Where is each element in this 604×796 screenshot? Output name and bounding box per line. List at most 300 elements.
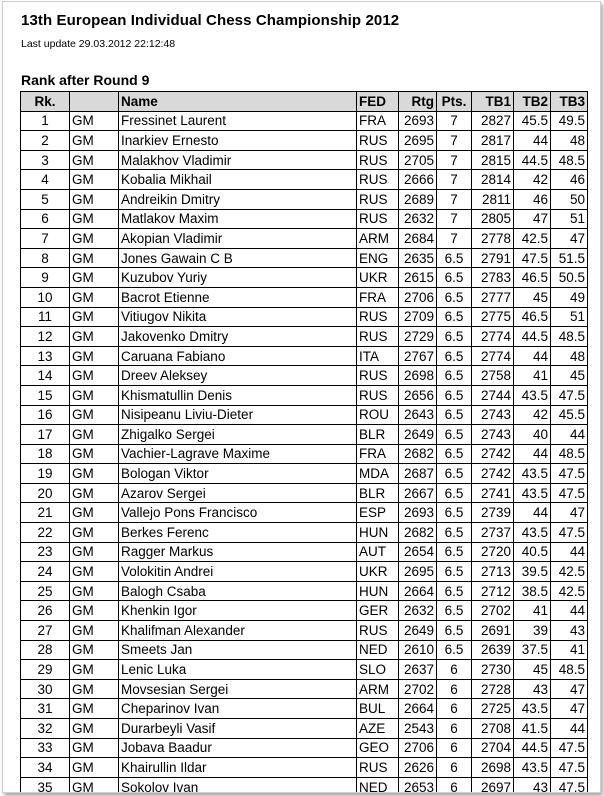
cell-rank: 11 [21,307,70,327]
cell-rating: 2635 [399,248,437,268]
table-row [21,327,588,347]
table-row [21,444,588,464]
cell-fed: ROU [357,405,399,425]
cell-fed: AZE [357,719,399,739]
cell-tb2: 44 [514,131,551,151]
cell-fed: UKR [357,562,399,582]
cell-points: 6 [437,777,472,793]
cell-points: 6.5 [437,581,472,601]
cell-points: 7 [437,111,472,131]
cell-points: 7 [437,209,472,229]
cell-rank: 7 [21,229,70,249]
cell-rank: 18 [21,444,70,464]
cell-rank: 17 [21,425,70,445]
header-rating: Rtg [399,92,437,112]
cell-rating: 2649 [399,621,437,641]
cell-tb3: 47.5 [551,483,588,503]
cell-tb1: 2778 [472,229,514,249]
cell-tb2: 38.5 [514,581,551,601]
table-row [21,523,588,543]
table-row [21,758,588,778]
cell-rank: 24 [21,562,70,582]
cell-points: 6.5 [437,405,472,425]
cell-points: 6.5 [437,542,472,562]
table-row [21,777,588,793]
table-row [21,229,588,249]
cell-rank: 22 [21,523,70,543]
cell-fed: RUS [357,366,399,386]
cell-tb2: 43 [514,679,551,699]
cell-tb1: 2817 [472,131,514,151]
cell-points: 6 [437,719,472,739]
table-row [21,679,588,699]
cell-fed: RUS [357,758,399,778]
cell-tb1: 2698 [472,758,514,778]
cell-title: GM [70,366,119,386]
cell-rating: 2682 [399,444,437,464]
cell-points: 7 [437,170,472,190]
cell-tb2: 40.5 [514,542,551,562]
cell-fed: RUS [357,327,399,347]
cell-tb3: 50 [551,189,588,209]
cell-title: GM [70,601,119,621]
cell-rating: 2664 [399,581,437,601]
cell-name: Smeets Jan [119,640,357,660]
cell-tb2: 41 [514,601,551,621]
cell-points: 6.5 [437,366,472,386]
cell-rank: 35 [21,777,70,793]
cell-tb3: 42.5 [551,562,588,582]
cell-points: 6.5 [437,444,472,464]
cell-tb1: 2712 [472,581,514,601]
cell-name: Dreev Aleksey [119,366,357,386]
cell-tb1: 2811 [472,189,514,209]
header-tb3: TB3 [551,92,588,112]
cell-tb1: 2815 [472,150,514,170]
cell-points: 6.5 [437,268,472,288]
cell-name: Zhigalko Sergei [119,425,357,445]
cell-fed: ARM [357,679,399,699]
table-row [21,660,588,680]
cell-name: Andreikin Dmitry [119,189,357,209]
cell-name: Durarbeyli Vasif [119,719,357,739]
cell-name: Khalifman Alexander [119,621,357,641]
cell-title: GM [70,170,119,190]
cell-title: GM [70,523,119,543]
cell-tb3: 48.5 [551,444,588,464]
cell-tb1: 2720 [472,542,514,562]
cell-points: 6.5 [437,503,472,523]
cell-fed: FRA [357,111,399,131]
cell-tb1: 2827 [472,111,514,131]
cell-name: Khenkin Igor [119,601,357,621]
cell-rating: 2693 [399,503,437,523]
table-row [21,131,588,151]
cell-rank: 26 [21,601,70,621]
cell-rank: 27 [21,621,70,641]
cell-tb2: 42.5 [514,229,551,249]
cell-rank: 6 [21,209,70,229]
cell-tb1: 2702 [472,601,514,621]
cell-fed: GER [357,601,399,621]
cell-rating: 2695 [399,131,437,151]
table-row [21,385,588,405]
table-row [21,601,588,621]
cell-points: 6 [437,738,472,758]
cell-rating: 2667 [399,483,437,503]
table-body [21,111,588,793]
cell-rating: 2706 [399,287,437,307]
cell-rating: 2654 [399,542,437,562]
cell-title: GM [70,699,119,719]
table-row [21,209,588,229]
table-row [21,719,588,739]
cell-tb2: 45 [514,287,551,307]
cell-fed: NED [357,640,399,660]
cell-rating: 2637 [399,660,437,680]
cell-name: Jobava Baadur [119,738,357,758]
cell-fed: ENG [357,248,399,268]
cell-rating: 2664 [399,699,437,719]
table-header-row [21,92,588,112]
header-fed: FED [357,92,399,112]
cell-points: 6.5 [437,640,472,660]
cell-tb3: 47.5 [551,385,588,405]
cell-rating: 2643 [399,405,437,425]
cell-points: 6.5 [437,248,472,268]
cell-tb2: 37.5 [514,640,551,660]
cell-name: Fressinet Laurent [119,111,357,131]
cell-tb3: 47.5 [551,523,588,543]
header-points: Pts. [437,92,472,112]
table-row [21,581,588,601]
cell-fed: ARM [357,229,399,249]
cell-title: GM [70,719,119,739]
cell-tb3: 47.5 [551,758,588,778]
cell-title: GM [70,483,119,503]
header-name: Name [119,92,357,112]
cell-tb3: 47 [551,699,588,719]
cell-title: GM [70,581,119,601]
cell-name: Nisipeanu Liviu-Dieter [119,405,357,425]
cell-tb2: 43.5 [514,385,551,405]
cell-tb1: 2814 [472,170,514,190]
cell-fed: HUN [357,581,399,601]
cell-tb2: 46 [514,189,551,209]
cell-title: GM [70,287,119,307]
cell-tb2: 39 [514,621,551,641]
cell-tb1: 2741 [472,483,514,503]
table-row [21,542,588,562]
cell-tb3: 48.5 [551,150,588,170]
cell-tb2: 45.5 [514,111,551,131]
cell-fed: RUS [357,150,399,170]
cell-tb2: 43.5 [514,523,551,543]
cell-rank: 23 [21,542,70,562]
cell-tb2: 42 [514,405,551,425]
cell-rating: 2767 [399,346,437,366]
cell-tb2: 43.5 [514,483,551,503]
table-row [21,287,588,307]
cell-name: Kuzubov Yuriy [119,268,357,288]
cell-fed: RUS [357,170,399,190]
cell-tb3: 46 [551,170,588,190]
cell-title: GM [70,248,119,268]
cell-rating: 2702 [399,679,437,699]
cell-points: 6.5 [437,327,472,347]
cell-tb3: 47.5 [551,777,588,793]
cell-rating: 2543 [399,719,437,739]
cell-title: GM [70,346,119,366]
table-row [21,346,588,366]
cell-rank: 5 [21,189,70,209]
cell-rank: 31 [21,699,70,719]
cell-name: Khairullin Ildar [119,758,357,778]
cell-tb2: 47 [514,209,551,229]
cell-name: Cheparinov Ivan [119,699,357,719]
cell-tb1: 2742 [472,464,514,484]
cell-tb1: 2743 [472,425,514,445]
cell-fed: BLR [357,425,399,445]
cell-tb3: 51.5 [551,248,588,268]
cell-tb3: 44 [551,542,588,562]
table-row [21,307,588,327]
cell-points: 6 [437,679,472,699]
cell-tb2: 44 [514,444,551,464]
cell-rating: 2626 [399,758,437,778]
cell-rank: 8 [21,248,70,268]
cell-tb3: 49 [551,287,588,307]
cell-rating: 2689 [399,189,437,209]
header-rank: Rk. [21,92,70,112]
cell-tb1: 2704 [472,738,514,758]
cell-name: Berkes Ferenc [119,523,357,543]
cell-rating: 2682 [399,523,437,543]
cell-rank: 4 [21,170,70,190]
cell-fed: MDA [357,464,399,484]
cell-tb1: 2697 [472,777,514,793]
cell-rating: 2632 [399,601,437,621]
cell-rank: 20 [21,483,70,503]
cell-tb1: 2783 [472,268,514,288]
cell-tb1: 2777 [472,287,514,307]
cell-fed: HUN [357,523,399,543]
cell-name: Kobalia Mikhail [119,170,357,190]
cell-tb3: 47 [551,503,588,523]
cell-rank: 15 [21,385,70,405]
cell-title: GM [70,777,119,793]
cell-name: Volokitin Andrei [119,562,357,582]
cell-title: GM [70,327,119,347]
cell-tb1: 2791 [472,248,514,268]
cell-tb2: 44.5 [514,327,551,347]
cell-title: GM [70,542,119,562]
table-row [21,621,588,641]
cell-rank: 33 [21,738,70,758]
cell-fed: BUL [357,699,399,719]
cell-points: 6.5 [437,601,472,621]
cell-tb1: 2728 [472,679,514,699]
cell-title: GM [70,268,119,288]
cell-points: 7 [437,229,472,249]
cell-tb1: 2737 [472,523,514,543]
cell-title: GM [70,738,119,758]
cell-tb2: 43.5 [514,464,551,484]
cell-tb2: 46.5 [514,268,551,288]
cell-rating: 2729 [399,327,437,347]
cell-tb1: 2639 [472,640,514,660]
cell-tb3: 51 [551,307,588,327]
cell-rank: 28 [21,640,70,660]
cell-rank: 21 [21,503,70,523]
cell-name: Khismatullin Denis [119,385,357,405]
table-row [21,268,588,288]
cell-rank: 14 [21,366,70,386]
cell-points: 6.5 [437,562,472,582]
cell-tb2: 43.5 [514,699,551,719]
cell-tb3: 47.5 [551,464,588,484]
cell-rank: 34 [21,758,70,778]
cell-name: Azarov Sergei [119,483,357,503]
cell-tb1: 2739 [472,503,514,523]
cell-fed: UKR [357,268,399,288]
cell-title: GM [70,150,119,170]
cell-tb3: 45 [551,366,588,386]
cell-name: Akopian Vladimir [119,229,357,249]
cell-rating: 2698 [399,366,437,386]
cell-tb1: 2805 [472,209,514,229]
table-row [21,640,588,660]
cell-name: Vallejo Pons Francisco [119,503,357,523]
table-row [21,738,588,758]
cell-rank: 32 [21,719,70,739]
cell-fed: AUT [357,542,399,562]
cell-points: 6.5 [437,425,472,445]
cell-rating: 2684 [399,229,437,249]
cell-title: GM [70,503,119,523]
cell-name: Matlakov Maxim [119,209,357,229]
cell-tb3: 48 [551,346,588,366]
cell-title: GM [70,758,119,778]
cell-title: GM [70,229,119,249]
cell-rating: 2695 [399,562,437,582]
cell-tb3: 44 [551,601,588,621]
cell-fed: RUS [357,307,399,327]
cell-rank: 9 [21,268,70,288]
cell-rank: 13 [21,346,70,366]
cell-points: 7 [437,189,472,209]
cell-name: Lenic Luka [119,660,357,680]
cell-tb2: 45 [514,660,551,680]
cell-title: GM [70,444,119,464]
cell-tb3: 47 [551,679,588,699]
cell-fed: RUS [357,209,399,229]
cell-rating: 2693 [399,111,437,131]
document-page [2,1,601,793]
cell-name: Malakhov Vladimir [119,150,357,170]
cell-rank: 10 [21,287,70,307]
cell-points: 6.5 [437,464,472,484]
cell-tb2: 43 [514,777,551,793]
cell-rank: 12 [21,327,70,347]
cell-fed: RUS [357,385,399,405]
cell-tb2: 41 [514,366,551,386]
cell-points: 6.5 [437,483,472,503]
table-row [21,562,588,582]
cell-rank: 16 [21,405,70,425]
cell-rating: 2666 [399,170,437,190]
cell-tb3: 49.5 [551,111,588,131]
table-row [21,699,588,719]
cell-rank: 19 [21,464,70,484]
cell-fed: GEO [357,738,399,758]
cell-title: GM [70,307,119,327]
cell-tb3: 41 [551,640,588,660]
cell-tb2: 39.5 [514,562,551,582]
cell-rating: 2615 [399,268,437,288]
cell-tb2: 41.5 [514,719,551,739]
cell-tb3: 45.5 [551,405,588,425]
cell-name: Caruana Fabiano [119,346,357,366]
cell-points: 6.5 [437,385,472,405]
cell-tb2: 40 [514,425,551,445]
cell-title: GM [70,640,119,660]
cell-name: Sokolov Ivan [119,777,357,793]
cell-tb3: 43 [551,621,588,641]
cell-rating: 2632 [399,209,437,229]
cell-title: GM [70,189,119,209]
header-tb2: TB2 [514,92,551,112]
cell-tb3: 44 [551,425,588,445]
cell-rating: 2656 [399,385,437,405]
cell-tb3: 48.5 [551,660,588,680]
cell-tb3: 51 [551,209,588,229]
cell-name: Movsesian Sergei [119,679,357,699]
cell-title: GM [70,111,119,131]
table-row [21,366,588,386]
table-row [21,483,588,503]
cell-tb2: 46.5 [514,307,551,327]
cell-tb1: 2744 [472,385,514,405]
cell-name: Vachier-Lagrave Maxime [119,444,357,464]
cell-tb1: 2691 [472,621,514,641]
cell-points: 6.5 [437,621,472,641]
header-tb1: TB1 [472,92,514,112]
cell-rating: 2610 [399,640,437,660]
cell-rating: 2709 [399,307,437,327]
cell-title: GM [70,621,119,641]
cell-tb1: 2743 [472,405,514,425]
cell-name: Bologan Viktor [119,464,357,484]
cell-fed: RUS [357,131,399,151]
cell-title: GM [70,562,119,582]
cell-fed: RUS [357,621,399,641]
cell-tb2: 44 [514,346,551,366]
cell-tb2: 44.5 [514,150,551,170]
cell-tb1: 2775 [472,307,514,327]
cell-tb1: 2758 [472,366,514,386]
cell-rank: 25 [21,581,70,601]
cell-tb3: 48.5 [551,327,588,347]
cell-tb2: 42 [514,170,551,190]
cell-tb1: 2774 [472,346,514,366]
cell-fed: NED [357,777,399,793]
ranking-table [20,91,588,793]
cell-name: Balogh Csaba [119,581,357,601]
cell-fed: SLO [357,660,399,680]
cell-fed: ITA [357,346,399,366]
cell-points: 7 [437,150,472,170]
